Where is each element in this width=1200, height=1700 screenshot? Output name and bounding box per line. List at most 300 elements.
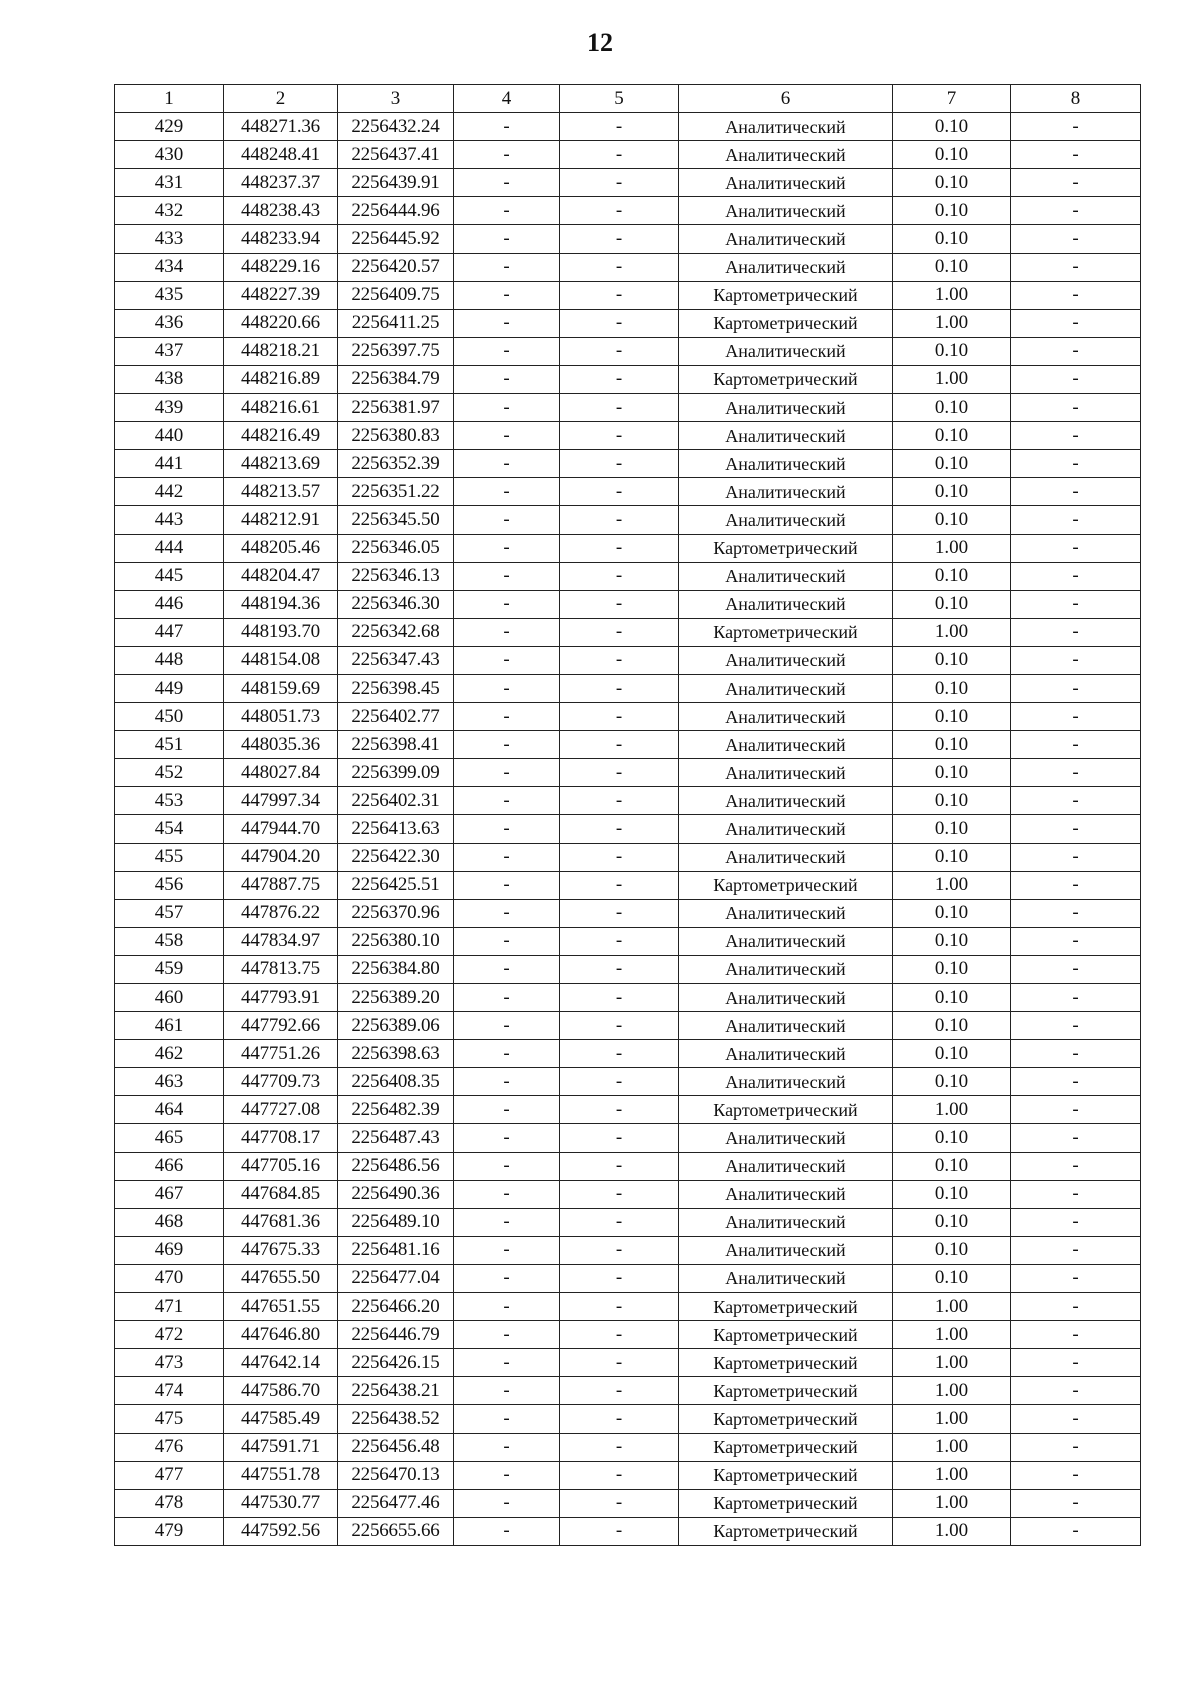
accuracy-cell: 0.10 xyxy=(893,590,1011,618)
col8-cell: - xyxy=(1011,1405,1141,1433)
method-cell: Аналитический xyxy=(679,169,893,197)
x-coordinate-cell: 448271.36 xyxy=(224,113,338,141)
col8-cell: - xyxy=(1011,1208,1141,1236)
accuracy-cell: 0.10 xyxy=(893,562,1011,590)
method-cell: Аналитический xyxy=(679,225,893,253)
col5-cell: - xyxy=(560,169,679,197)
point-number-cell: 476 xyxy=(115,1433,224,1461)
method-cell: Аналитический xyxy=(679,1180,893,1208)
col5-cell: - xyxy=(560,1124,679,1152)
y-coordinate-cell: 2256470.13 xyxy=(338,1461,454,1489)
accuracy-cell: 0.10 xyxy=(893,843,1011,871)
point-number-cell: 453 xyxy=(115,787,224,815)
accuracy-cell: 1.00 xyxy=(893,281,1011,309)
accuracy-cell: 0.10 xyxy=(893,1180,1011,1208)
point-number-cell: 452 xyxy=(115,759,224,787)
y-coordinate-cell: 2256420.57 xyxy=(338,253,454,281)
accuracy-cell: 0.10 xyxy=(893,1264,1011,1292)
y-coordinate-cell: 2256477.46 xyxy=(338,1489,454,1517)
accuracy-cell: 1.00 xyxy=(893,1096,1011,1124)
point-number-cell: 434 xyxy=(115,253,224,281)
col8-cell: - xyxy=(1011,1377,1141,1405)
col8-cell: - xyxy=(1011,618,1141,646)
col5-cell: - xyxy=(560,1293,679,1321)
y-coordinate-cell: 2256381.97 xyxy=(338,394,454,422)
table-row xyxy=(115,1293,1141,1321)
point-number-cell: 457 xyxy=(115,899,224,927)
col4-cell: - xyxy=(454,674,560,702)
y-coordinate-cell: 2256370.96 xyxy=(338,899,454,927)
column-header: 6 xyxy=(679,85,893,113)
x-coordinate-cell: 447651.55 xyxy=(224,1293,338,1321)
method-cell: Картометрический xyxy=(679,1433,893,1461)
table-row xyxy=(115,646,1141,674)
col8-cell: - xyxy=(1011,422,1141,450)
y-coordinate-cell: 2256438.21 xyxy=(338,1377,454,1405)
point-number-cell: 436 xyxy=(115,309,224,337)
col8-cell: - xyxy=(1011,1461,1141,1489)
table-row xyxy=(115,1236,1141,1264)
method-cell: Аналитический xyxy=(679,646,893,674)
col8-cell: - xyxy=(1011,1349,1141,1377)
table-row xyxy=(115,899,1141,927)
y-coordinate-cell: 2256444.96 xyxy=(338,197,454,225)
y-coordinate-cell: 2256655.66 xyxy=(338,1517,454,1545)
table-row xyxy=(115,309,1141,337)
col4-cell: - xyxy=(454,534,560,562)
x-coordinate-cell: 447876.22 xyxy=(224,899,338,927)
y-coordinate-cell: 2256439.91 xyxy=(338,169,454,197)
col5-cell: - xyxy=(560,731,679,759)
col8-cell: - xyxy=(1011,365,1141,393)
y-coordinate-cell: 2256398.41 xyxy=(338,731,454,759)
method-cell: Аналитический xyxy=(679,1124,893,1152)
x-coordinate-cell: 448237.37 xyxy=(224,169,338,197)
col5-cell: - xyxy=(560,674,679,702)
col8-cell: - xyxy=(1011,1517,1141,1545)
column-header: 1 xyxy=(115,85,224,113)
col4-cell: - xyxy=(454,1264,560,1292)
point-number-cell: 467 xyxy=(115,1180,224,1208)
table-row xyxy=(115,281,1141,309)
point-number-cell: 462 xyxy=(115,1040,224,1068)
method-cell: Аналитический xyxy=(679,253,893,281)
method-cell: Аналитический xyxy=(679,337,893,365)
x-coordinate-cell: 447887.75 xyxy=(224,871,338,899)
point-number-cell: 458 xyxy=(115,927,224,955)
method-cell: Аналитический xyxy=(679,955,893,983)
table-row xyxy=(115,562,1141,590)
point-number-cell: 466 xyxy=(115,1152,224,1180)
point-number-cell: 447 xyxy=(115,618,224,646)
table-row xyxy=(115,1461,1141,1489)
method-cell: Картометрический xyxy=(679,1489,893,1517)
col8-cell: - xyxy=(1011,1264,1141,1292)
table-row xyxy=(115,1321,1141,1349)
col5-cell: - xyxy=(560,871,679,899)
col8-cell: - xyxy=(1011,281,1141,309)
col8-cell: - xyxy=(1011,1489,1141,1517)
col4-cell: - xyxy=(454,365,560,393)
y-coordinate-cell: 2256380.83 xyxy=(338,422,454,450)
point-number-cell: 456 xyxy=(115,871,224,899)
col5-cell: - xyxy=(560,225,679,253)
point-number-cell: 441 xyxy=(115,450,224,478)
col5-cell: - xyxy=(560,422,679,450)
y-coordinate-cell: 2256437.41 xyxy=(338,141,454,169)
col8-cell: - xyxy=(1011,113,1141,141)
y-coordinate-cell: 2256346.13 xyxy=(338,562,454,590)
point-number-cell: 468 xyxy=(115,1208,224,1236)
y-coordinate-cell: 2256402.31 xyxy=(338,787,454,815)
accuracy-cell: 0.10 xyxy=(893,1068,1011,1096)
col5-cell: - xyxy=(560,1152,679,1180)
y-coordinate-cell: 2256380.10 xyxy=(338,927,454,955)
accuracy-cell: 0.10 xyxy=(893,1208,1011,1236)
table-row xyxy=(115,674,1141,702)
col8-cell: - xyxy=(1011,955,1141,983)
col8-cell: - xyxy=(1011,927,1141,955)
col5-cell: - xyxy=(560,1433,679,1461)
x-coordinate-cell: 447792.66 xyxy=(224,1012,338,1040)
method-cell: Аналитический xyxy=(679,562,893,590)
table-row xyxy=(115,618,1141,646)
point-number-cell: 460 xyxy=(115,984,224,1012)
method-cell: Картометрический xyxy=(679,1461,893,1489)
col4-cell: - xyxy=(454,1068,560,1096)
method-cell: Аналитический xyxy=(679,394,893,422)
col8-cell: - xyxy=(1011,1321,1141,1349)
y-coordinate-cell: 2256425.51 xyxy=(338,871,454,899)
y-coordinate-cell: 2256426.15 xyxy=(338,1349,454,1377)
method-cell: Картометрический xyxy=(679,871,893,899)
col8-cell: - xyxy=(1011,1012,1141,1040)
table-row xyxy=(115,225,1141,253)
method-cell: Аналитический xyxy=(679,197,893,225)
col5-cell: - xyxy=(560,281,679,309)
accuracy-cell: 0.10 xyxy=(893,787,1011,815)
method-cell: Картометрический xyxy=(679,1096,893,1124)
col4-cell: - xyxy=(454,141,560,169)
y-coordinate-cell: 2256345.50 xyxy=(338,506,454,534)
y-coordinate-cell: 2256438.52 xyxy=(338,1405,454,1433)
point-number-cell: 471 xyxy=(115,1293,224,1321)
table-row xyxy=(115,731,1141,759)
y-coordinate-cell: 2256456.48 xyxy=(338,1433,454,1461)
x-coordinate-cell: 448194.36 xyxy=(224,590,338,618)
table-row xyxy=(115,478,1141,506)
point-number-cell: 437 xyxy=(115,337,224,365)
table-row xyxy=(115,450,1141,478)
col8-cell: - xyxy=(1011,450,1141,478)
method-cell: Аналитический xyxy=(679,450,893,478)
point-number-cell: 444 xyxy=(115,534,224,562)
x-coordinate-cell: 448216.49 xyxy=(224,422,338,450)
accuracy-cell: 1.00 xyxy=(893,1321,1011,1349)
y-coordinate-cell: 2256466.20 xyxy=(338,1293,454,1321)
col5-cell: - xyxy=(560,1489,679,1517)
table-row xyxy=(115,1264,1141,1292)
coordinates-table xyxy=(114,84,1141,1546)
col8-cell: - xyxy=(1011,478,1141,506)
table-row xyxy=(115,759,1141,787)
y-coordinate-cell: 2256342.68 xyxy=(338,618,454,646)
col5-cell: - xyxy=(560,534,679,562)
col4-cell: - xyxy=(454,1124,560,1152)
y-coordinate-cell: 2256346.30 xyxy=(338,590,454,618)
table-row xyxy=(115,1152,1141,1180)
accuracy-cell: 1.00 xyxy=(893,618,1011,646)
method-cell: Картометрический xyxy=(679,1293,893,1321)
point-number-cell: 454 xyxy=(115,815,224,843)
table-row xyxy=(115,1180,1141,1208)
y-coordinate-cell: 2256422.30 xyxy=(338,843,454,871)
table-row xyxy=(115,1377,1141,1405)
point-number-cell: 433 xyxy=(115,225,224,253)
col8-cell: - xyxy=(1011,506,1141,534)
y-coordinate-cell: 2256351.22 xyxy=(338,478,454,506)
method-cell: Картометрический xyxy=(679,1517,893,1545)
col5-cell: - xyxy=(560,899,679,927)
col4-cell: - xyxy=(454,1377,560,1405)
x-coordinate-cell: 448218.21 xyxy=(224,337,338,365)
point-number-cell: 439 xyxy=(115,394,224,422)
y-coordinate-cell: 2256432.24 xyxy=(338,113,454,141)
col4-cell: - xyxy=(454,169,560,197)
col8-cell: - xyxy=(1011,843,1141,871)
x-coordinate-cell: 448220.66 xyxy=(224,309,338,337)
table-row xyxy=(115,815,1141,843)
x-coordinate-cell: 448216.89 xyxy=(224,365,338,393)
method-cell: Аналитический xyxy=(679,899,893,927)
col4-cell: - xyxy=(454,1180,560,1208)
accuracy-cell: 1.00 xyxy=(893,1377,1011,1405)
table-row xyxy=(115,365,1141,393)
point-number-cell: 431 xyxy=(115,169,224,197)
method-cell: Аналитический xyxy=(679,590,893,618)
point-number-cell: 470 xyxy=(115,1264,224,1292)
y-coordinate-cell: 2256347.43 xyxy=(338,646,454,674)
col4-cell: - xyxy=(454,984,560,1012)
col5-cell: - xyxy=(560,1264,679,1292)
point-number-cell: 446 xyxy=(115,590,224,618)
col4-cell: - xyxy=(454,309,560,337)
accuracy-cell: 1.00 xyxy=(893,1517,1011,1545)
col4-cell: - xyxy=(454,1405,560,1433)
col8-cell: - xyxy=(1011,1068,1141,1096)
point-number-cell: 473 xyxy=(115,1349,224,1377)
x-coordinate-cell: 448213.57 xyxy=(224,478,338,506)
x-coordinate-cell: 447642.14 xyxy=(224,1349,338,1377)
col5-cell: - xyxy=(560,1349,679,1377)
table-row xyxy=(115,113,1141,141)
col8-cell: - xyxy=(1011,674,1141,702)
table-row xyxy=(115,1405,1141,1433)
col8-cell: - xyxy=(1011,169,1141,197)
accuracy-cell: 0.10 xyxy=(893,169,1011,197)
point-number-cell: 442 xyxy=(115,478,224,506)
table-body xyxy=(115,113,1141,1546)
accuracy-cell: 0.10 xyxy=(893,955,1011,983)
x-coordinate-cell: 447681.36 xyxy=(224,1208,338,1236)
x-coordinate-cell: 448204.47 xyxy=(224,562,338,590)
point-number-cell: 448 xyxy=(115,646,224,674)
col4-cell: - xyxy=(454,1461,560,1489)
method-cell: Аналитический xyxy=(679,927,893,955)
col4-cell: - xyxy=(454,113,560,141)
table-row xyxy=(115,197,1141,225)
table-row xyxy=(115,703,1141,731)
x-coordinate-cell: 448212.91 xyxy=(224,506,338,534)
col5-cell: - xyxy=(560,815,679,843)
accuracy-cell: 0.10 xyxy=(893,197,1011,225)
accuracy-cell: 0.10 xyxy=(893,478,1011,506)
x-coordinate-cell: 447727.08 xyxy=(224,1096,338,1124)
col5-cell: - xyxy=(560,394,679,422)
col4-cell: - xyxy=(454,394,560,422)
col4-cell: - xyxy=(454,253,560,281)
point-number-cell: 472 xyxy=(115,1321,224,1349)
header-row xyxy=(115,85,1141,113)
table-row xyxy=(115,1208,1141,1236)
accuracy-cell: 0.10 xyxy=(893,646,1011,674)
y-coordinate-cell: 2256482.39 xyxy=(338,1096,454,1124)
method-cell: Аналитический xyxy=(679,478,893,506)
col4-cell: - xyxy=(454,1096,560,1124)
table-row xyxy=(115,1349,1141,1377)
col4-cell: - xyxy=(454,1293,560,1321)
accuracy-cell: 0.10 xyxy=(893,225,1011,253)
point-number-cell: 464 xyxy=(115,1096,224,1124)
table-row xyxy=(115,955,1141,983)
point-number-cell: 474 xyxy=(115,1377,224,1405)
col5-cell: - xyxy=(560,1405,679,1433)
table-row xyxy=(115,506,1141,534)
col4-cell: - xyxy=(454,703,560,731)
x-coordinate-cell: 447793.91 xyxy=(224,984,338,1012)
col4-cell: - xyxy=(454,197,560,225)
col5-cell: - xyxy=(560,984,679,1012)
col5-cell: - xyxy=(560,1040,679,1068)
x-coordinate-cell: 447586.70 xyxy=(224,1377,338,1405)
y-coordinate-cell: 2256487.43 xyxy=(338,1124,454,1152)
col4-cell: - xyxy=(454,281,560,309)
col4-cell: - xyxy=(454,422,560,450)
method-cell: Аналитический xyxy=(679,141,893,169)
accuracy-cell: 0.10 xyxy=(893,253,1011,281)
point-number-cell: 443 xyxy=(115,506,224,534)
col5-cell: - xyxy=(560,478,679,506)
col8-cell: - xyxy=(1011,646,1141,674)
y-coordinate-cell: 2256384.79 xyxy=(338,365,454,393)
x-coordinate-cell: 447551.78 xyxy=(224,1461,338,1489)
y-coordinate-cell: 2256389.06 xyxy=(338,1012,454,1040)
accuracy-cell: 1.00 xyxy=(893,871,1011,899)
col5-cell: - xyxy=(560,1180,679,1208)
y-coordinate-cell: 2256402.77 xyxy=(338,703,454,731)
col5-cell: - xyxy=(560,759,679,787)
method-cell: Картометрический xyxy=(679,365,893,393)
accuracy-cell: 0.10 xyxy=(893,1236,1011,1264)
col5-cell: - xyxy=(560,955,679,983)
col4-cell: - xyxy=(454,1236,560,1264)
method-cell: Аналитический xyxy=(679,759,893,787)
point-number-cell: 430 xyxy=(115,141,224,169)
accuracy-cell: 0.10 xyxy=(893,731,1011,759)
method-cell: Аналитический xyxy=(679,422,893,450)
x-coordinate-cell: 447591.71 xyxy=(224,1433,338,1461)
col4-cell: - xyxy=(454,590,560,618)
column-header: 7 xyxy=(893,85,1011,113)
col4-cell: - xyxy=(454,871,560,899)
col4-cell: - xyxy=(454,759,560,787)
y-coordinate-cell: 2256490.36 xyxy=(338,1180,454,1208)
accuracy-cell: 0.10 xyxy=(893,450,1011,478)
accuracy-cell: 0.10 xyxy=(893,984,1011,1012)
point-number-cell: 451 xyxy=(115,731,224,759)
col4-cell: - xyxy=(454,1349,560,1377)
y-coordinate-cell: 2256397.75 xyxy=(338,337,454,365)
table-row xyxy=(115,534,1141,562)
x-coordinate-cell: 447834.97 xyxy=(224,927,338,955)
col4-cell: - xyxy=(454,1040,560,1068)
accuracy-cell: 0.10 xyxy=(893,1152,1011,1180)
x-coordinate-cell: 447751.26 xyxy=(224,1040,338,1068)
col8-cell: - xyxy=(1011,394,1141,422)
x-coordinate-cell: 447675.33 xyxy=(224,1236,338,1264)
col8-cell: - xyxy=(1011,984,1141,1012)
col5-cell: - xyxy=(560,1012,679,1040)
table-row xyxy=(115,253,1141,281)
method-cell: Картометрический xyxy=(679,1321,893,1349)
col5-cell: - xyxy=(560,197,679,225)
table-row xyxy=(115,1489,1141,1517)
y-coordinate-cell: 2256477.04 xyxy=(338,1264,454,1292)
method-cell: Картометрический xyxy=(679,281,893,309)
col5-cell: - xyxy=(560,450,679,478)
x-coordinate-cell: 448193.70 xyxy=(224,618,338,646)
table-row xyxy=(115,1517,1141,1545)
method-cell: Аналитический xyxy=(679,113,893,141)
col8-cell: - xyxy=(1011,309,1141,337)
method-cell: Картометрический xyxy=(679,618,893,646)
col8-cell: - xyxy=(1011,1152,1141,1180)
col8-cell: - xyxy=(1011,815,1141,843)
col8-cell: - xyxy=(1011,590,1141,618)
x-coordinate-cell: 448154.08 xyxy=(224,646,338,674)
y-coordinate-cell: 2256446.79 xyxy=(338,1321,454,1349)
point-number-cell: 463 xyxy=(115,1068,224,1096)
col8-cell: - xyxy=(1011,534,1141,562)
col4-cell: - xyxy=(454,646,560,674)
col8-cell: - xyxy=(1011,253,1141,281)
col4-cell: - xyxy=(454,1433,560,1461)
col5-cell: - xyxy=(560,1236,679,1264)
col5-cell: - xyxy=(560,365,679,393)
method-cell: Аналитический xyxy=(679,506,893,534)
col4-cell: - xyxy=(454,225,560,253)
col5-cell: - xyxy=(560,141,679,169)
y-coordinate-cell: 2256486.56 xyxy=(338,1152,454,1180)
point-number-cell: 449 xyxy=(115,674,224,702)
col5-cell: - xyxy=(560,927,679,955)
y-coordinate-cell: 2256398.45 xyxy=(338,674,454,702)
accuracy-cell: 0.10 xyxy=(893,394,1011,422)
col5-cell: - xyxy=(560,1461,679,1489)
accuracy-cell: 1.00 xyxy=(893,1489,1011,1517)
accuracy-cell: 0.10 xyxy=(893,759,1011,787)
col8-cell: - xyxy=(1011,787,1141,815)
